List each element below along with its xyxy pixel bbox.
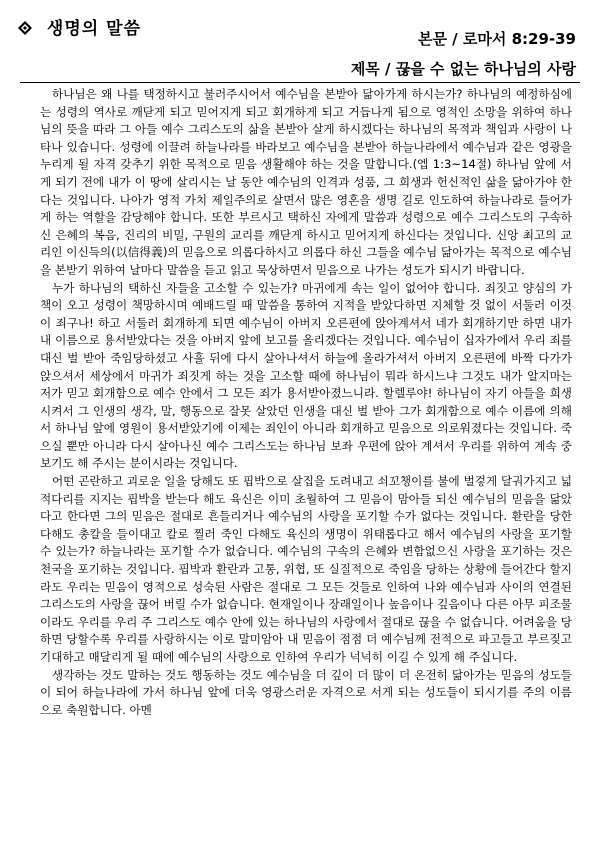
paragraph: 생각하는 것도 말하는 것도 행동하는 것도 예수님을 더 깊이 더 많이 더 온전히 닮아가는 믿음의 성도들이 되어 하늘나라에 가서 하나님 앞에 더욱 영광스러운 자격으로 서게 되는 성도들이 되시기를 주의 이름으로 축원합니다. 아멘 [40,667,572,717]
paragraph: 하나님은 왜 나를 택정하시고 불러주시어서 예수님을 본받아 닮아가게 하시는가? 하나님의 예정하심에는 성령의 역사로 깨닫게 되고 믿어지게 되고 회개하게 되고 거듭나게 됨으로 영적인 소망을 위하여 하나님의 뜻을 따라 그 아들 예수 그리스도의 삶을 본받아 살게 하시겠다는 하나님의 목적과 책임과 사랑이 나타나 있습니다. 성령에 이끌려 하늘나라를 바라보고 예수님을 본받아 하늘나라에서 예수님과 같은 영광을 누리게 될 자격 갖추기 위한 목적으로 믿음 생활해야 하는 것을 말합니다.(엡 1:3~14절) 하나님 앞에 서게 되기 전에 내가 이 땅에 살리시는 날 동안 예수님의 인격과 성품, 그 희생과 헌신적인 삶을 닮아가야 한다는 것입니다. 나아가 영적 가치 제일주의로 살면서 많은 영혼을 생명 길로 인도하여 하늘나라로 들어가게 하는 역할을 감당해야 합니다. 또한 부르시고 택하신 자에게 말씀과 성령으로 예수 그리스도의 구속하신 은혜의 복음, 진리의 비밀, 구원의 교리를 깨닫게 하시고 믿어지게 하신다는 것입니다. 신앙 최고의 교리인 이신득의(以信得義)의 믿음으로 의롭다하시고 의롭다 하신 그들을 예수님 닮아가는 목적으로 예수님을 본받기 위하여 날마다 말씀을 듣고 읽고 묵상하면서 믿음으로 나가는 성도가 되시기 바랍니다. [40,87,572,277]
sermon-body [40,86,572,719]
scripture-reference: 본문 / 로마서 8:29-39 [417,30,576,48]
header [18,14,582,84]
divider [20,82,580,83]
title-row [18,14,141,39]
sermon-topic: 제목 / 끊을 수 없는 하나님의 사랑 [350,60,576,78]
diamond-bullet-icon [18,21,32,35]
page-title: 생명의 말씀 [46,19,141,39]
paragraph: 누가 하나님의 택하신 자들을 고소할 수 있는가? 마귀에게 속는 일이 없어야 합니다. 죄짓고 양심의 가책이 오고 성령이 책망하시며 예배드릴 때 말씀을 통하여 지적을 받았다하면 지체할 것 없이 서둘러 이것이 죄구나! 하고 서둘러 회개하게 되면 예수님이 아버지 오른편에 앉아계셔서 네가 회개하기만 하면 내가 내 이름으로 용서받았다는 것을 아버지 앞에 보고를 올리겠다는 것입니다. 예수님이 십자가에서 우리 죄를 대신 벌 받아 죽임당하셨고 사흘 뒤에 다시 살아나셔서 하늘에 올라가셔서 아버지 오른편에 바짝 다가가 앉으셔서 세상에서 마귀가 죄짓게 하는 것을 고소할 때에 하나님이 뭐라 하시느냐 그것도 내가 알지마는 저가 믿고 회개함으로 예수 안에서 그 모든 죄가 용서받아졌느니라. 할렐루야! 하나님이 자기 아들을 희생시켜서 그 인생의 생각, 말, 행동으로 잘못 살았던 인생을 대신 벌 받아 그가 회개함으로 예수 이름에 의해서 하나님 앞에 영원이 용서받았기에 이제는 죄인이 아니라 회개하고 믿음으로 의로워졌다는 것입니다. 죽으실 뿐만 아니라 다시 살아나신 예수 그리스도는 하나님 보좌 우편에 앉아 계셔서 우리를 위하여 계속 중보기도 해 주시는 분이시라는 것입니다. [40,280,572,471]
paragraph: 어떤 곤란하고 괴로운 일을 당해도 또 핍박으로 살집을 도려내고 쇠꼬챙이를 불에 벌겋게 달궈가지고 넓적다리를 지지는 핍박을 받는다 해도 육신은 이미 초월하여 그 믿음이 맘아들 되신 예수님의 믿음을 닮았다고 한다면 그의 믿음은 절대로 흔들리거나 예수님의 사랑을 포기할 수가 없다는 것입니다. 환란을 당한 다해도 총칼을 들이대고 칼로 찔러 죽인 다해도 육신의 생명이 위태롭다고 해서 예수님의 사랑을 포기할 수 있는가? 하늘나라는 포기할 수가 없습니다. 예수님의 구속의 은혜와 변함없으신 사랑을 포기하는 것은 천국을 포기하는 것입니다. 핍박과 환란과 고통, 위협, 또 실질적으로 죽임을 당하는 상황에 들어간다 할지라도 우리는 믿음이 영적으로 성숙된 사람은 절대로 그 모든 것들로 인하여 나와 예수님과 사이의 연결된 그리스도의 사랑을 끊어 버릴 수가 없습니다. 현재일이나 장래일이나 높음이나 깊음이나 다른 아무 피조물이라도 우리를 우리 주 그리스도 예수 안에 있는 하나님의 사랑에서 절대로 끊을 수 없습니다. 어려움을 당하면 당할수록 우리를 사랑하시는 이로 말미암아 내 믿음이 점점 더 예수님께 전적으로 파고들고 부르짖고 기대하고 매달리게 될 때에 예수님의 사랑으로 인하여 우리가 넉넉히 이길 수 있게 해 주십니다. [40,474,572,664]
